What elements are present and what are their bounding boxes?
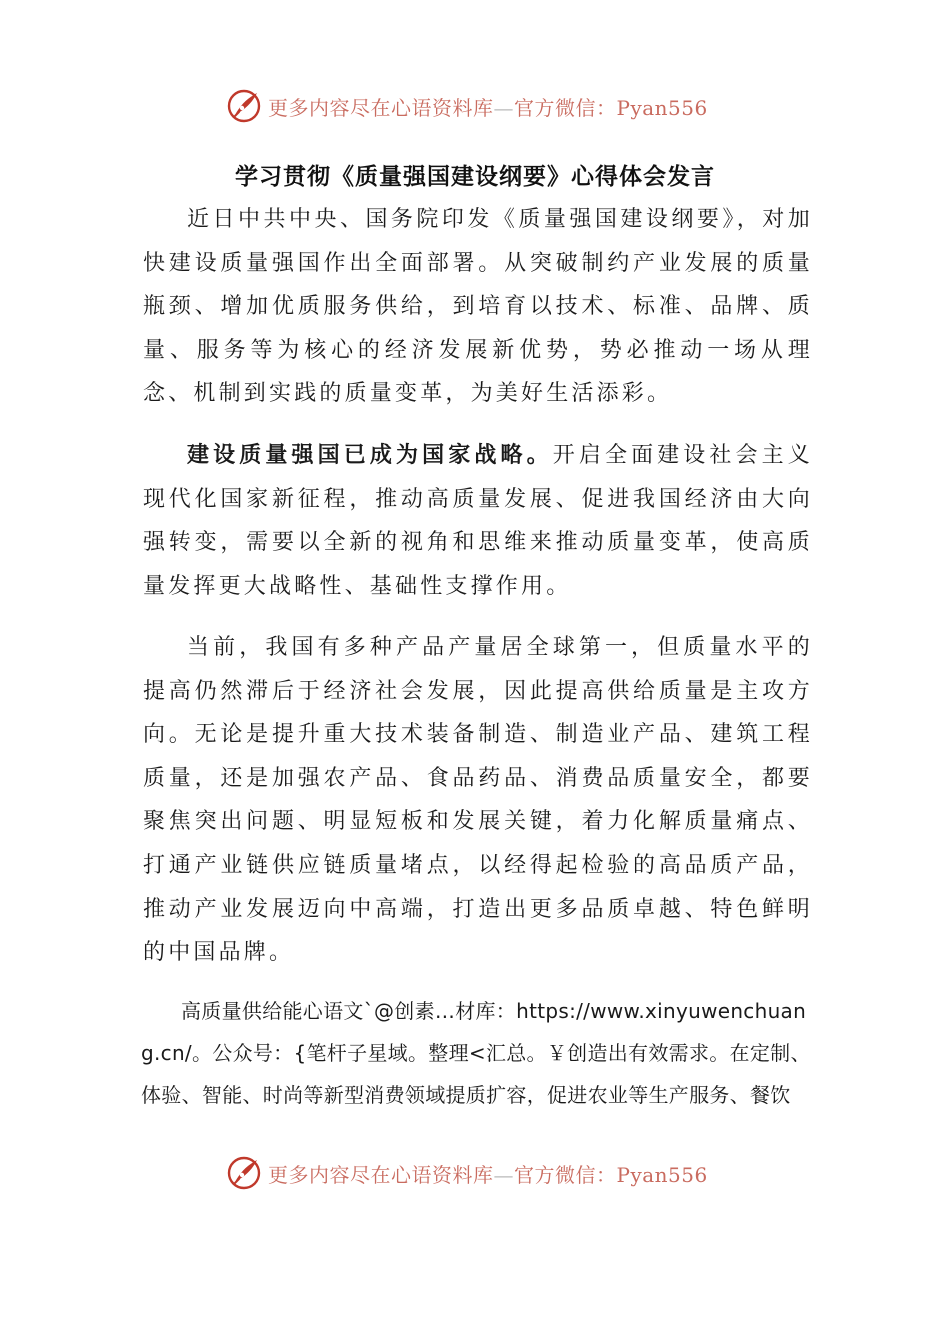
paragraph-1	[143, 198, 813, 416]
document-title: 学习贯彻《质量强国建设纲要》心得体会发言	[235, 163, 715, 190]
paragraph-1-text: 近日中共中央、国务院印发《质量强国建设纲要》，对加快建设质量强国作出全面部署。从突破制约产业发展的质量瓶颈、增加优质服务供给，到培育以技术、标准、品牌、质量、服务等为核心的经济发展新优势，势必推动一场从理念、机制到实践的质量变革，为美好生活添彩。	[143, 207, 813, 407]
paragraph-2-lead: 建设质量强国已成为国家战略。	[187, 443, 553, 468]
paragraph-4-text: 高质量供给能心语文`@创素…材库：https://www.xinyuwenchuang.cn/。公众号：{笔杆子星域。整理<汇总。￥创造出有效需求。在定制、体验、智能、时尚等新型消费领域提质扩容，促进农业等生产服务、餐饮	[141, 999, 811, 1107]
paragraph-2-text: 开启全面建设社会主义现代化国家新征程，推动高质量发展、促进我国经济由大向强转变，需要以全新的视角和思维来推动质量变革，使高质量发挥更大战略性、基础性支撑作用。	[143, 443, 813, 599]
header-banner	[226, 86, 746, 126]
banner-text: 更多内容尽在心语资料库—官方微信：Pyan556	[268, 1162, 708, 1187]
quill-pen-circle-icon	[226, 1155, 262, 1191]
paragraph-2	[143, 434, 813, 608]
footer-banner	[226, 1153, 746, 1193]
paragraph-3	[143, 626, 813, 975]
banner-text: 更多内容尽在心语资料库—官方微信：Pyan556	[268, 95, 708, 120]
paragraph-3-text: 当前，我国有多种产品产量居全球第一，但质量水平的提高仍然滞后于经济社会发展，因此提高供给质量是主攻方向。无论是提升重大技术装备制造、制造业产品、建筑工程质量，还是加强农产品、食品药品、消费品质量安全，都要聚焦突出问题、明显短板和发展关键，着力化解质量痛点、打通产业链供应链质量堵点，以经得起检验的高品质产品，推动产业发展迈向中高端，打造出更多品质卓越、特色鲜明的中国品牌。	[143, 635, 813, 966]
paragraph-4	[141, 990, 813, 1116]
quill-pen-circle-icon	[226, 88, 262, 124]
